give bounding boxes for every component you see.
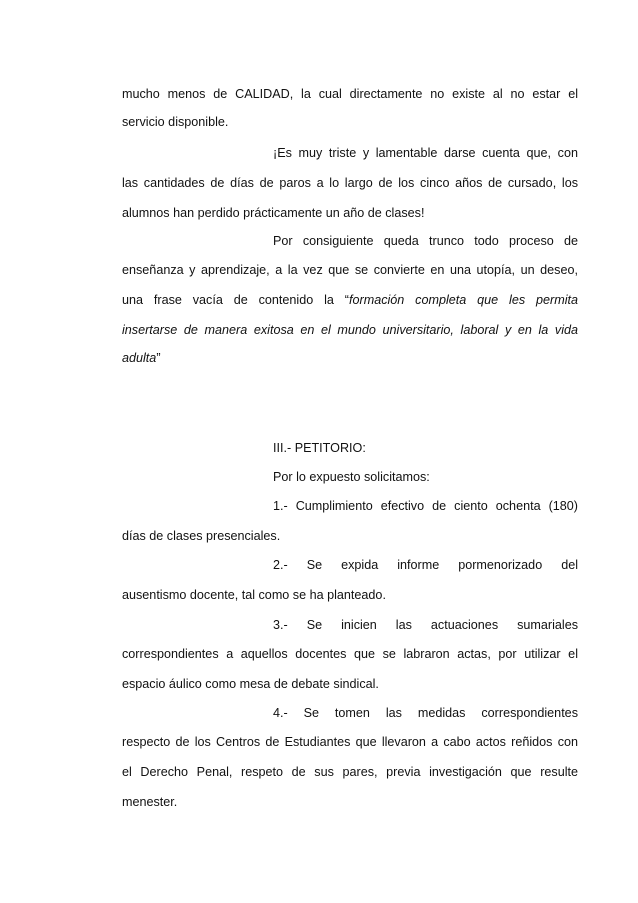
text-line: alumnos han perdido prácticamente un año de clases!	[122, 206, 425, 220]
list-item-line: respecto de los Centros de Estudiantes que llevaron a cabo actos reñidos con	[122, 735, 578, 749]
list-item-line: 1.- Cumplimiento efectivo de ciento ochenta (180)	[273, 499, 578, 513]
list-item-line: el Derecho Penal, respeto de sus pares, previa investigación que resulte	[122, 765, 578, 779]
list-item-line: 3.- Se inicien las actuaciones sumariales	[273, 618, 578, 632]
text-line: servicio disponible.	[122, 115, 229, 129]
list-item-line: 4.- Se tomen las medidas correspondientes	[273, 706, 578, 720]
list-item-line: correspondientes a aquellos docentes que se labraron actas, por utilizar el	[122, 647, 578, 661]
text-line: Por lo expuesto solicitamos:	[273, 470, 430, 484]
text-line: las cantidades de días de paros a lo largo de los cinco años de cursado, los	[122, 176, 578, 190]
text-line: enseñanza y aprendizaje, a la vez que se convierte en una utopía, un deseo,	[122, 263, 578, 277]
text-plain: una frase vacía de contenido la “	[122, 293, 349, 307]
text-line: Por consiguiente queda trunco todo proceso de	[273, 234, 578, 248]
quote-italic: formación completa que les permita	[349, 293, 579, 307]
quote-italic: adulta	[122, 351, 157, 365]
list-item-line: 2.- Se expida informe pormenorizado del	[273, 558, 578, 572]
list-item-line: menester.	[122, 795, 178, 809]
list-item-line: espacio áulico como mesa de debate sindical.	[122, 677, 379, 691]
list-item-line: ausentismo docente, tal como se ha planteado.	[122, 588, 386, 602]
section-heading: III.- PETITORIO:	[273, 441, 366, 455]
list-item-line: días de clases presenciales.	[122, 529, 281, 543]
quote-italic-line: insertarse de manera exitosa en el mundo universitario, laboral y en la vida	[122, 323, 578, 337]
text-line-mixed	[122, 292, 578, 308]
text-line: mucho menos de CALIDAD, la cual directamente no existe al no estar el	[122, 87, 578, 101]
text-line: ¡Es muy triste y lamentable darse cuenta que, con	[273, 146, 578, 160]
text-line-mixed	[122, 350, 578, 366]
text-plain: ”	[156, 351, 161, 365]
